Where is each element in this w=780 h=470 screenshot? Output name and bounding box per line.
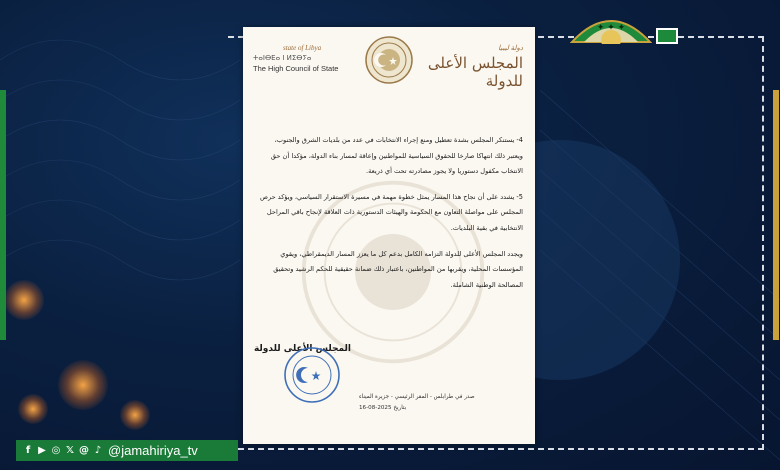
- flag-icon: [656, 28, 678, 44]
- signature-title: المجلس الأعلى للدولة: [253, 344, 351, 354]
- svg-text:✦ ✦ ✦: ✦ ✦ ✦: [596, 23, 626, 33]
- state-of-libya-label: state of Libya: [283, 44, 322, 52]
- issue-date: بتاريخ 2025-08-16: [359, 405, 407, 411]
- light-glow: [4, 280, 44, 320]
- social-handle[interactable]: @jamahiriya_tv: [108, 443, 198, 458]
- statement-document: [243, 27, 535, 444]
- light-glow: [58, 360, 108, 410]
- state-amazigh-label: ⵜⴰⵏⴱⴹⴰ ⵏ ⵍⵉⴱⵢⴰ: [253, 54, 312, 62]
- header-left: [253, 44, 373, 73]
- official-stamp: [283, 346, 341, 404]
- state-arabic-label: دولة ليبيا: [498, 44, 523, 52]
- paragraph: ويجدد المجلس الأعلى للدولة التزامه الكامل بدعم كل ما يعزز المسار الديمقراطي، ويقوي المؤسسات المحلية، ويقربها من المواطنين، باعتبار ذلك ضمانة حقيقية للحكم الرشيد وتحقيق المصالحة الوطنية الشاملة.: [273, 249, 523, 289]
- header-right: [413, 44, 523, 90]
- x-icon[interactable]: 𝕏: [65, 445, 75, 456]
- channel-logo: [570, 4, 652, 44]
- paragraph: 5- يشدد على أن نجاح هذا المسار يمثل خطوة مهمة في مسيرة الاستقرار السياسي، ويؤكد حرص المجلس على مواصلة التعاون مع الحكومة والهيئات الدستورية ذات العلاقة لإنجاح باقي المراحل الانتخابية في بقية البلديات.: [260, 192, 523, 232]
- social-handle-bar: [16, 440, 238, 461]
- facebook-icon[interactable]: f: [25, 445, 31, 456]
- youtube-icon[interactable]: ▶: [38, 445, 46, 456]
- tiktok-icon[interactable]: ♪: [94, 445, 102, 456]
- social-icons: [22, 445, 104, 457]
- council-seal: [364, 35, 414, 85]
- light-glow: [18, 394, 48, 424]
- threads-icon[interactable]: @: [79, 445, 89, 456]
- light-glow: [120, 400, 150, 430]
- council-name-en: The High Council of State: [253, 64, 339, 73]
- issue-place: صدر في طرابلس - المقر الرئيسي - جزيرة الميناء: [359, 394, 475, 400]
- statement-body: [257, 133, 523, 303]
- green-accent-bar: [0, 90, 6, 340]
- instagram-icon[interactable]: ◎: [51, 445, 61, 456]
- issue-info: [359, 392, 475, 414]
- council-name-ar: المجلس الأعلى للدولة: [427, 54, 523, 90]
- paragraph: 4- يستنكر المجلس بشدة تعطيل ومنع إجراء الانتخابات في عدد من بلديات الشرق والجنوب، ويعتبر ذلك انتهاكا صارخا للحقوق السياسية للمواطنين وإعاقة لمسار بناء الدولة، مؤكدا أن حق الانتخاب مكفول دستوريا ولا يجوز مصادرته تحت أي ذريعة.: [270, 136, 523, 176]
- gold-accent-bar: [773, 90, 779, 340]
